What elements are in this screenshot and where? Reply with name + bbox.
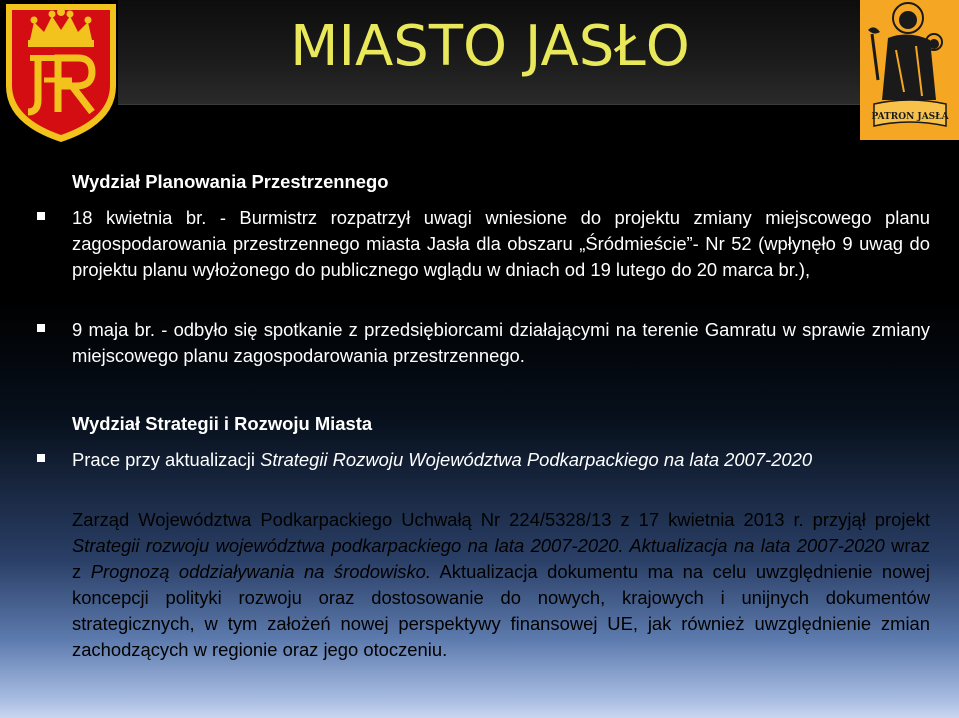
section1-bullet-1: 18 kwietnia br. - Burmistrz rozpatrzył uwagi wniesione do projektu zmiany miejscowego planu zagospodarowania przestrzennego miasta Jasła dla obszaru „Śródmieście”- Nr 52 (wpłynęło 9 uwag do projektu planu wyłożonego do publicznego wglądu w dniach od 19 lutego do 20 marca br.), <box>72 207 930 280</box>
paragraph-text-b: wraz z <box>72 535 930 582</box>
bullet-text: Prace przy aktualizacji <box>72 449 261 470</box>
section2-bullet <box>72 447 930 473</box>
paragraph-italic-1: Strategii rozwoju województwa podkarpackiego na lata 2007-2020. Aktualizacja na lata 2007-2020 <box>72 535 885 556</box>
strategy-title: Strategii Rozwoju Województwa Podkarpackiego na lata 2007-2020 <box>260 449 813 470</box>
slide-title: MIASTO JASŁO <box>290 14 690 79</box>
section2-heading: Wydział Strategii i Rozwoju Miasta <box>72 413 373 434</box>
bullet-marker <box>37 324 45 332</box>
paragraph-text-c: Aktualizacja dokumentu ma na celu uwzględnienie nowej koncepcji polityki rozwoju oraz dostosowanie do nowych, krajowych i unijnych dokumentów strategicznych, w tym założeń nowej perspektywy finansowej UE, jak również uwzględnienie zmian zachodzących w regionie oraz jego otoczeniu. <box>72 561 930 660</box>
bullet-marker <box>37 454 45 462</box>
paragraph-text-a: Zarząd Województwa Podkarpackiego Uchwałą Nr 224/5328/13 z 17 kwietnia 2013 r. przyjął projekt <box>72 509 930 530</box>
paragraph-italic-2: Prognozą oddziaływania na środowisko. <box>90 561 432 582</box>
section1-heading: Wydział Planowania Przestrzennego <box>72 171 389 192</box>
patron-label: PATRON JASŁA <box>871 112 949 122</box>
bullet-marker <box>37 212 45 220</box>
section2-paragraph <box>72 507 930 663</box>
section1-bullet-2: 9 maja br. - odbyło się spotkanie z przedsiębiorcami działającymi na terenie Gamratu w sprawie zmiany miejscowego planu zagospodarowania przestrzennego. <box>72 319 930 366</box>
